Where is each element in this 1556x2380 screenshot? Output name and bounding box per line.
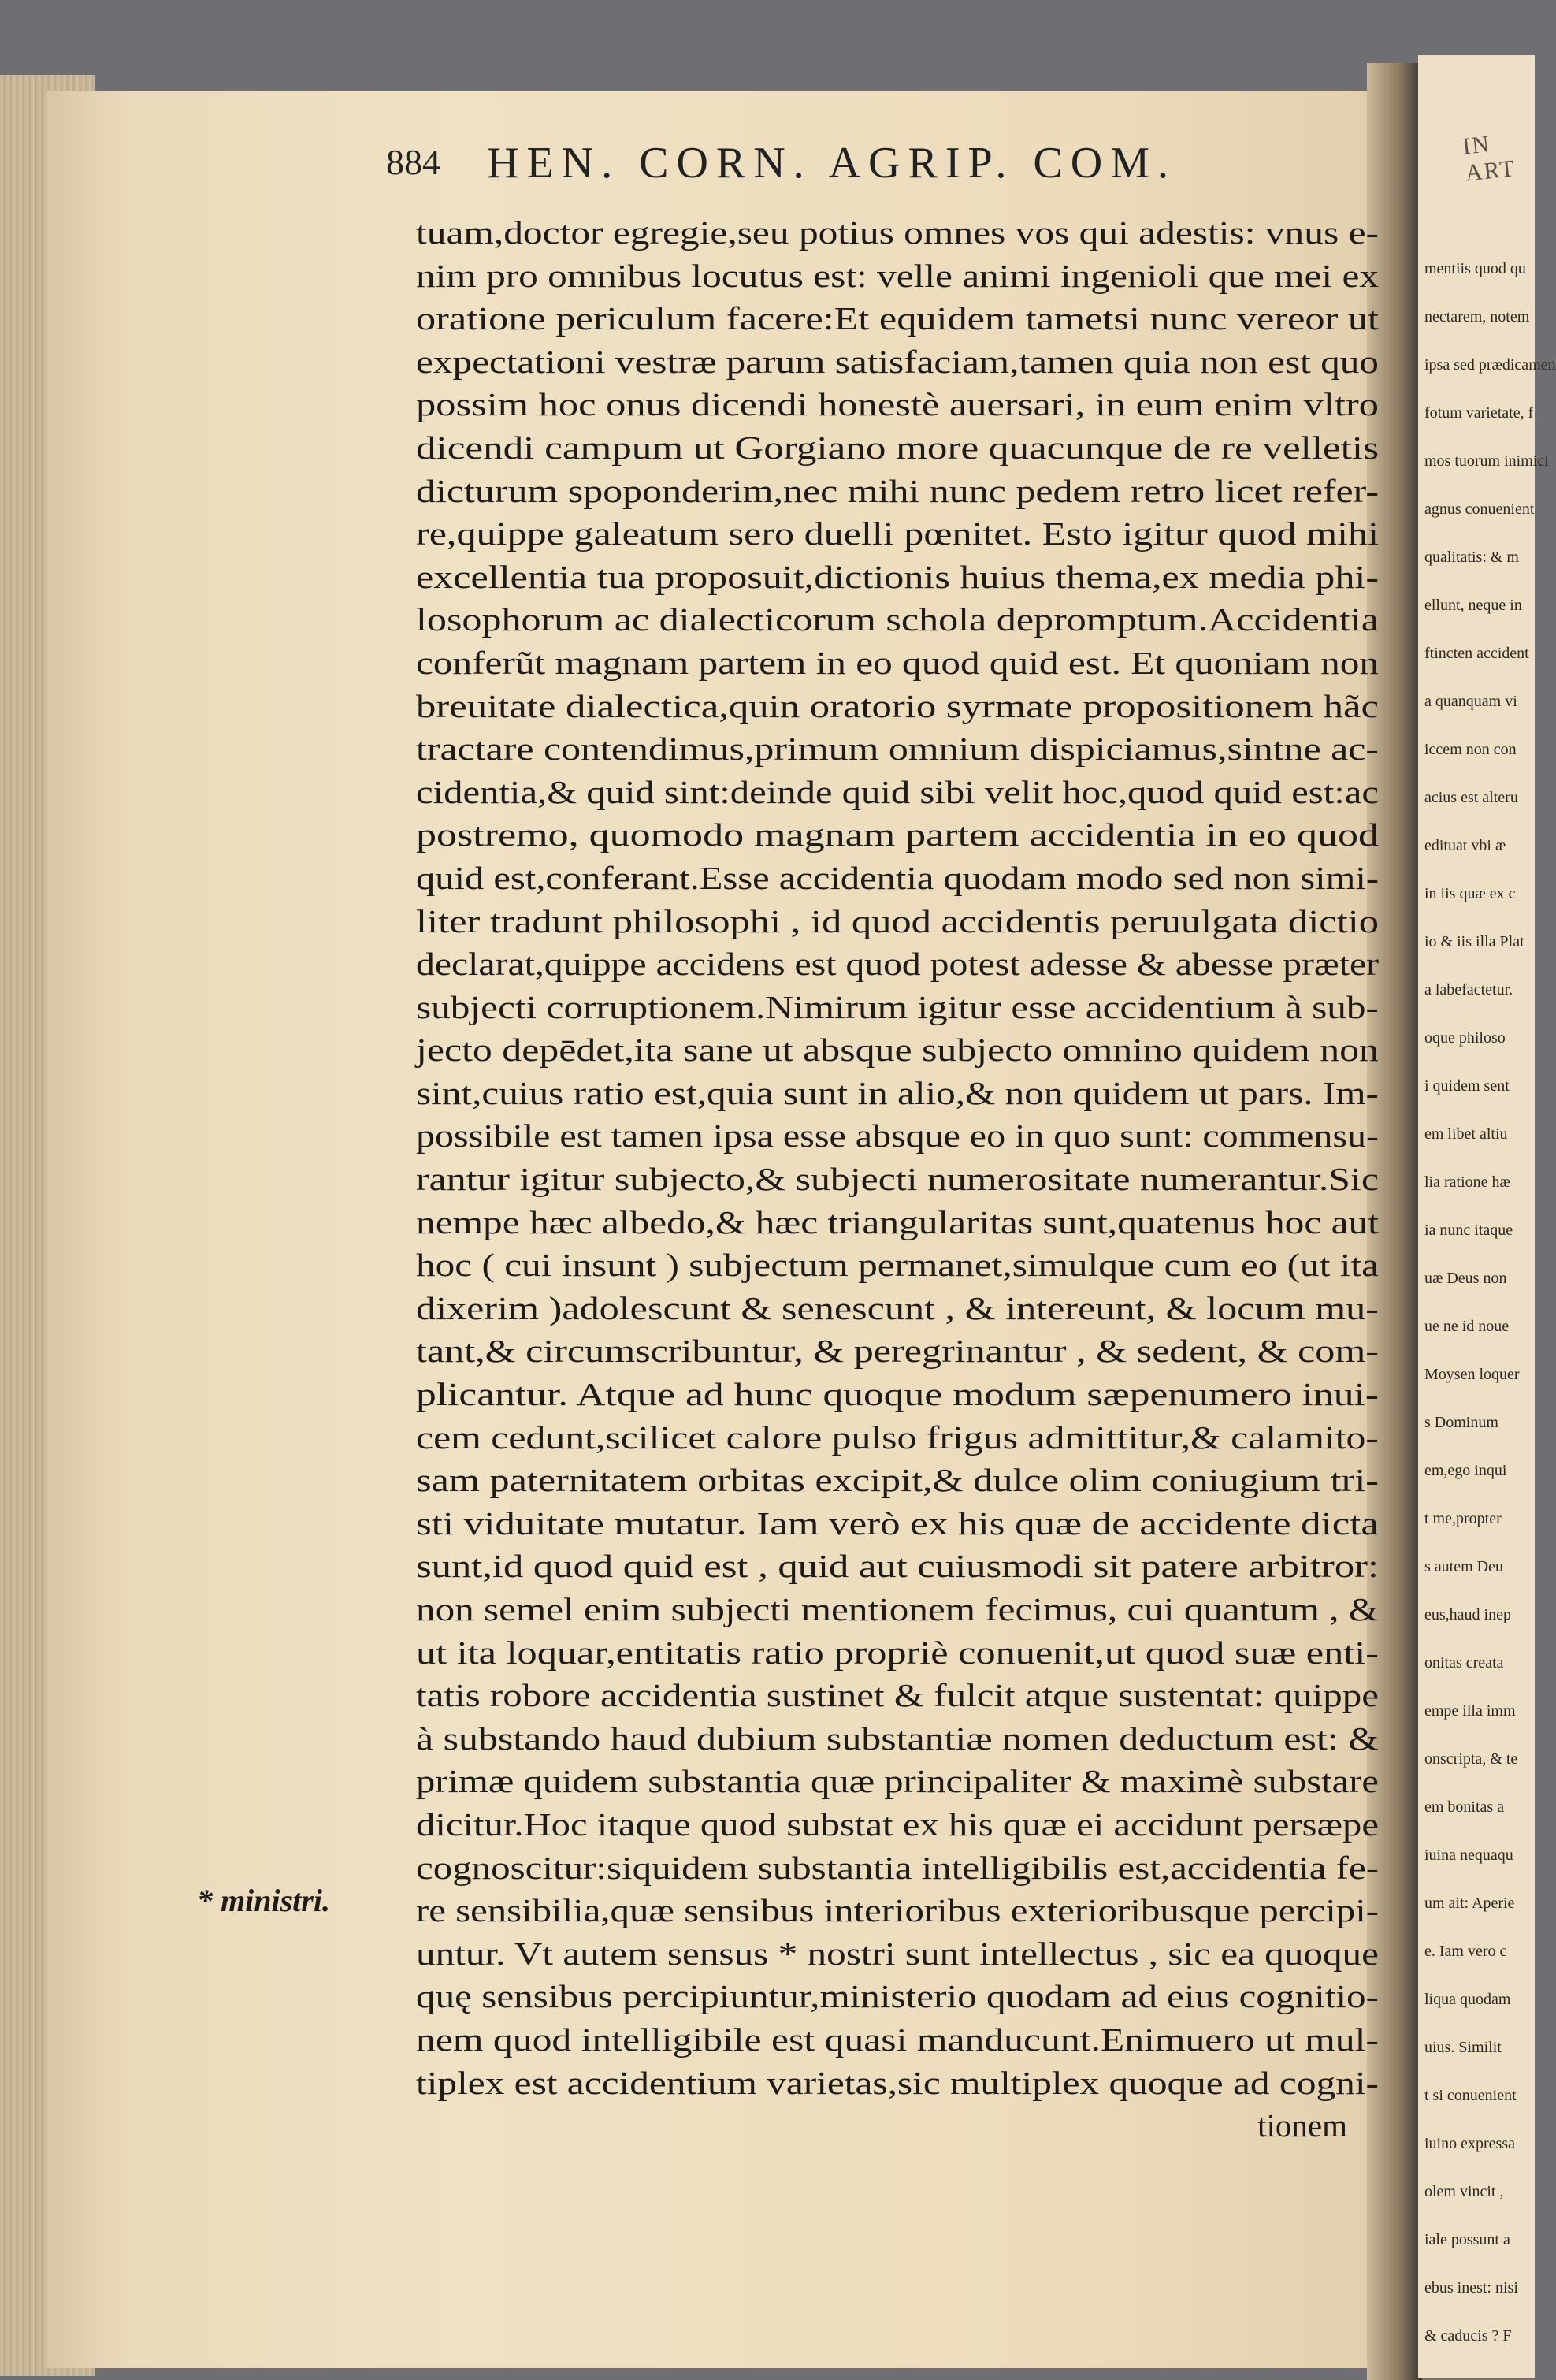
facing-page-running-title: IN ART — [1461, 131, 1517, 187]
text-line: dixerim )adolescunt & senescunt , & intereunt, & locum mu- — [416, 1289, 1379, 1326]
text-line: tuam,doctor egregie,seu potius omnes vos qui adestis: vnus e- — [416, 214, 1380, 251]
text-line: sint,cuius ratio est,quia sunt in alio,& non quidem ut pars. Im- — [416, 1074, 1379, 1111]
text-line: dicturum spoponderim,nec mihi nunc pedem retro licet refer- — [416, 472, 1379, 509]
page-number: 884 — [386, 142, 440, 182]
text-line: postremo, quomodo magnam partem accidentia in eo quod — [416, 816, 1379, 853]
facing-page-line: qualitatis: & m — [1424, 549, 1519, 566]
body-text — [416, 211, 1379, 2148]
facing-page-line: a quanquam vi — [1424, 693, 1517, 710]
facing-page-line: em,ego inqui — [1424, 1462, 1507, 1479]
facing-page-line: t me,propter — [1424, 1510, 1502, 1527]
text-line: cem cedunt,scilicet calore pulso frigus admittitur,& calamito- — [416, 1419, 1380, 1456]
facing-page-line: em libet altiu — [1424, 1125, 1508, 1143]
text-line: possim hoc onus dicendi honestè auersari, in eum enim vltro — [416, 386, 1379, 423]
facing-page-line: io & iis illa Plat — [1424, 933, 1524, 950]
facing-page-line: eus,haud inep — [1424, 1606, 1511, 1623]
facing-page-fragment — [1418, 55, 1556, 2378]
text-line: jecto depēdet,ita sane ut absque subjecto omnino quidem non — [416, 1032, 1379, 1069]
facing-page-line: onscripta, & te — [1424, 1750, 1518, 1768]
facing-page-line: in iis quæ ex c — [1424, 885, 1516, 902]
text-line: rantur igitur subjecto,& subjecti numerositate numerantur.Sic — [416, 1161, 1379, 1198]
facing-page-line: ue ne id noue — [1424, 1318, 1510, 1335]
page-header — [386, 138, 1355, 193]
running-title: HEN. CORN. AGRIP. COM. — [487, 139, 1176, 188]
text-line: nem quod intelligibile est quasi manducunt.Enimuero ut mul- — [416, 2021, 1379, 2058]
facing-page-line: a labefactetur. — [1424, 981, 1513, 998]
text-line: losophorum ac dialecticorum schola depromptum.Accidentia — [416, 601, 1379, 638]
text-line: oratione periculum facere:Et equidem tametsi nunc vereor ut — [416, 300, 1380, 337]
text-line: nempe hæc albedo,& hæc triangularitas sunt,quatenus hoc aut — [416, 1203, 1379, 1240]
text-line: ut ita loquar,entitatis ratio propriè conuenit,ut quod suæ enti- — [416, 1634, 1379, 1671]
facing-page-line: mos tuorum inimici — [1424, 452, 1549, 470]
facing-page-line: um ait: Aperie — [1424, 1895, 1515, 1912]
text-line: cidentia,& quid sint:deinde quid sibi velit hoc,quod quid est:ac — [416, 773, 1379, 810]
facing-page-line: olem vincit , — [1424, 2183, 1504, 2200]
text-line: non semel enim subjecti mentionem fecimus, cui quantum , & — [416, 1591, 1380, 1627]
facing-page-line: em bonitas a — [1424, 1798, 1505, 1816]
text-line: breuitate dialectica,quin oratorio syrmate propositionem hãc — [416, 687, 1380, 724]
text-line: sti viduitate mutatur. Iam verò ex his quæ de accidente dicta — [416, 1504, 1379, 1541]
text-line: dicendi campum ut Gorgiano more quacunque de re velletis — [416, 429, 1380, 466]
facing-page-line: oque philoso — [1424, 1029, 1506, 1047]
text-line: cognoscitur:siquidem substantia intelligibilis est,accidentia fe- — [416, 1849, 1380, 1886]
text-line: plicantur. Atque ad hunc quoque modum sæpenumero inui- — [416, 1376, 1379, 1413]
text-line: sunt,id quod quid est , quid aut cuiusmodi sit patere arbitror: — [416, 1548, 1380, 1585]
facing-page-line: onitas creata — [1424, 1654, 1504, 1672]
text-line: subjecti corruptionem.Nimirum igitur esse accidentium à sub- — [416, 988, 1379, 1025]
facing-page-line: s autem Deu — [1424, 1558, 1503, 1575]
facing-page-line: uæ Deus non — [1424, 1270, 1507, 1287]
facing-page-line: iccem non con — [1424, 741, 1517, 758]
text-line: excellentia tua proposuit,dictionis huius thema,ex media phi- — [416, 558, 1380, 595]
text-line: dicitur.Hoc itaque quod substat ex his quæ ei accidunt persæpe — [416, 1805, 1379, 1843]
text-line: tatis robore accidentia sustinet & fulcit atque sustentat: quippe — [416, 1677, 1380, 1714]
facing-page-line: agnus conuenient — [1424, 500, 1535, 518]
text-line: liter tradunt philosophi , id quod accidentis peruulgata dictio — [416, 902, 1380, 939]
text-line: quid est,conferant.Esse accidentia quodam modo sed non simi- — [416, 859, 1380, 896]
text-line: possibile est tamen ipsa esse absque eo in quo sunt: commensu- — [416, 1117, 1379, 1155]
text-line: tractare contendimus,primum omnium dispiciamus,sintne ac- — [416, 731, 1379, 768]
facing-page-line: liqua quodam — [1424, 1991, 1511, 2008]
facing-page-line: t si conuenient — [1424, 2087, 1517, 2104]
text-line: re sensibilia,quæ sensibus interioribus exterioribusque percipi- — [416, 1892, 1379, 1929]
facing-page-line: i quidem sent — [1424, 1077, 1510, 1095]
facing-page-line: e. Iam vero c — [1424, 1943, 1507, 1960]
facing-page-line: empe illa imm — [1424, 1702, 1516, 1720]
facing-page-line: acius est alteru — [1424, 789, 1518, 806]
margin-note: * ministri. — [197, 1883, 330, 1918]
text-line: à substando haud dubium substantiæ nomen deductum est: & — [416, 1720, 1379, 1757]
text-line: tiplex est accidentium varietas,sic multiplex quoque ad cogni- — [416, 2064, 1379, 2101]
text-line: hoc ( cui insunt ) subjectum permanet,simulque cum eo (ut ita — [416, 1247, 1379, 1284]
text-line: expectationi vestræ parum satisfaciam,tamen quia non est quo — [416, 343, 1379, 380]
facing-page-line: s Dominum — [1424, 1414, 1498, 1431]
facing-page-line: ellunt, neque in — [1424, 597, 1522, 614]
text-line: untur. Vt autem sensus * nostri sunt intellectus , sic ea quoque — [416, 1935, 1380, 1972]
text-line: sam paternitatem orbitas excipit,& dulce olim coniugium tri- — [416, 1462, 1380, 1499]
text-line: nim pro omnibus locutus est: velle animi ingenioli que mei ex — [416, 257, 1380, 294]
facing-page-line: iuina nequaqu — [1424, 1846, 1513, 1864]
facing-page-line: & caducis ? F — [1424, 2327, 1512, 2345]
facing-page-line: nectarem, notem — [1424, 308, 1530, 325]
facing-page-line: ebus inest: nisi — [1424, 2279, 1518, 2296]
text-line: quę sensibus percipiuntur,ministerio quodam ad eius cognitio- — [416, 1978, 1379, 2015]
facing-page-line: uius. Similit — [1424, 2039, 1502, 2056]
facing-page-line: iuino expressa — [1424, 2135, 1515, 2152]
facing-page-line: lia ratione hæ — [1424, 1173, 1510, 1191]
facing-page-line: mentiis quod qu — [1424, 260, 1526, 277]
text-line: tant,& circumscribuntur, & peregrinantur , & sedent, & com- — [416, 1333, 1379, 1370]
text-line: tionem — [1257, 2107, 1347, 2144]
facing-page-line: ftincten accident — [1424, 645, 1529, 662]
facing-page-line: ia nunc itaque — [1424, 1222, 1513, 1239]
facing-page-line: fotum varietate, f — [1424, 404, 1534, 422]
facing-page-line: iale possunt a — [1424, 2231, 1510, 2248]
facing-page-line: ipsa sed prædicamen — [1424, 356, 1556, 374]
facing-page-line: edituat vbi æ — [1424, 837, 1506, 854]
text-line: re,quippe galeatum sero duelli pœnitet. Esto igitur quod mihi — [416, 515, 1380, 552]
text-line: conferũt magnam partem in eo quod quid est. Et quoniam non — [416, 644, 1379, 681]
facing-page-line: Moysen loquer — [1424, 1366, 1520, 1383]
text-line: declarat,quippe accidens est quod potest adesse & abesse præter — [416, 946, 1380, 983]
text-line: primæ quidem substantia quæ principaliter & maximè substare — [416, 1763, 1379, 1800]
